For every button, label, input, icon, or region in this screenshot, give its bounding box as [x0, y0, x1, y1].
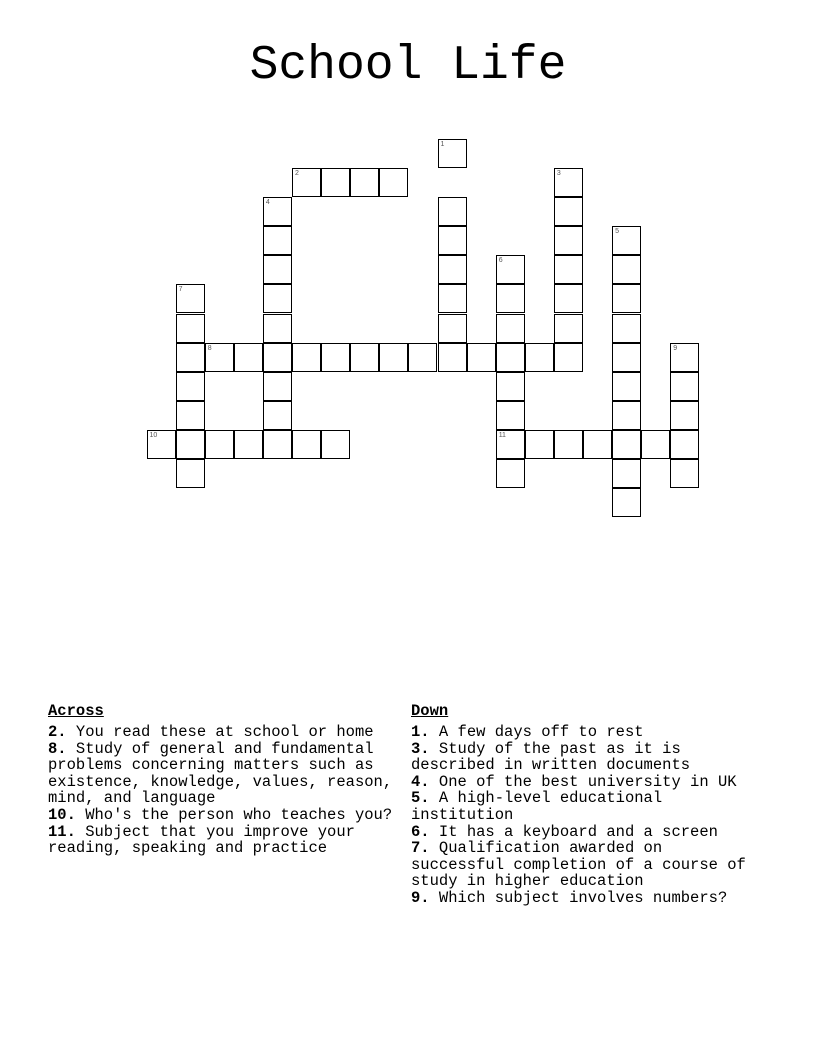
clue-item-number: 7. — [411, 839, 430, 858]
grid-cell[interactable] — [612, 488, 641, 517]
down-clues — [411, 702, 756, 907]
grid-cell[interactable] — [263, 343, 292, 372]
clue-item-text: You read these at school or home — [66, 723, 374, 741]
grid-cell[interactable] — [438, 343, 467, 372]
grid-cell[interactable] — [263, 226, 292, 255]
grid-cell[interactable] — [612, 459, 641, 488]
grid-cell[interactable] — [554, 226, 583, 255]
clue-item-number: 4. — [411, 772, 430, 791]
grid-cell[interactable] — [292, 168, 321, 197]
clue-item-text: A high-level educational institution — [411, 789, 663, 824]
grid-cell[interactable] — [554, 314, 583, 343]
grid-cell[interactable] — [438, 139, 467, 168]
clue-number: 5 — [615, 228, 619, 236]
clue-number: 11 — [498, 431, 506, 439]
clue-number: 10 — [149, 431, 158, 439]
grid-cell[interactable] — [263, 430, 292, 459]
grid-cell[interactable] — [438, 197, 467, 226]
grid-cell[interactable] — [612, 401, 641, 430]
clue-item-number: 8. — [48, 739, 67, 758]
grid-cell[interactable] — [263, 314, 292, 343]
grid-cell[interactable] — [670, 343, 699, 372]
grid-cell[interactable] — [670, 459, 699, 488]
grid-cell[interactable] — [467, 343, 496, 372]
clue-number: 9 — [673, 344, 678, 352]
clue-item — [48, 724, 393, 741]
grid-cell[interactable] — [525, 343, 554, 372]
grid-cell[interactable] — [321, 168, 350, 197]
clue-item-number: 9. — [411, 888, 430, 907]
across-heading: Across — [48, 702, 104, 720]
grid-cell[interactable] — [176, 343, 205, 372]
clue-item-text: It has a keyboard and a screen — [429, 822, 718, 841]
grid-cell[interactable] — [496, 284, 525, 313]
clue-item-text: A few days off to rest — [429, 723, 644, 741]
grid-cell[interactable] — [205, 343, 234, 372]
grid-cell[interactable] — [554, 343, 583, 372]
grid-cell[interactable] — [379, 168, 408, 197]
grid-cell[interactable] — [496, 401, 525, 430]
grid-cell[interactable] — [408, 343, 437, 372]
grid-cell[interactable] — [292, 343, 321, 372]
clue-item-number: 3. — [411, 739, 430, 758]
grid-cell[interactable] — [612, 284, 641, 313]
grid-cell[interactable] — [234, 430, 263, 459]
grid-cell[interactable] — [496, 459, 525, 488]
clue-number: 7 — [178, 286, 183, 294]
clue-item — [48, 824, 393, 857]
clue-item-text: Study of the past as it is described in written documents — [411, 739, 691, 775]
clue-number: 4 — [265, 199, 270, 207]
grid-cell[interactable] — [263, 284, 292, 313]
clue-item-number: 11. — [48, 822, 76, 841]
clue-item-text: Qualification awarded on successful completion of a course of study in higher education — [411, 839, 746, 891]
down-clue-list — [411, 724, 756, 907]
grid-cell[interactable] — [496, 343, 525, 372]
clue-item — [48, 807, 393, 824]
clue-item — [411, 724, 756, 741]
grid-cell[interactable] — [525, 430, 554, 459]
grid-cell[interactable] — [438, 255, 467, 284]
grid-cell[interactable] — [438, 226, 467, 255]
grid-cell[interactable] — [554, 255, 583, 284]
grid-cell[interactable] — [554, 284, 583, 313]
grid-cell[interactable] — [321, 430, 350, 459]
clue-item — [411, 890, 756, 907]
grid-cell[interactable] — [263, 401, 292, 430]
grid-cell[interactable] — [176, 430, 205, 459]
clue-item — [411, 840, 756, 890]
clue-number: 2 — [295, 170, 299, 177]
grid-cell[interactable] — [612, 343, 641, 372]
grid-cell[interactable] — [496, 430, 525, 459]
grid-cell[interactable] — [496, 314, 525, 343]
clue-item — [411, 790, 756, 823]
grid-cell[interactable] — [670, 372, 699, 401]
grid-cell[interactable] — [583, 430, 612, 459]
clue-item-text: Which subject involves numbers? — [429, 888, 728, 907]
clue-number: 6 — [498, 257, 503, 265]
grid-cell[interactable] — [176, 372, 205, 401]
across-clues — [48, 702, 393, 857]
grid-cell[interactable] — [176, 459, 205, 488]
grid-cell[interactable] — [612, 314, 641, 343]
clue-item-number: 6. — [411, 822, 430, 841]
grid-cell[interactable] — [438, 314, 467, 343]
grid-cell[interactable] — [234, 343, 263, 372]
grid-cell[interactable] — [496, 255, 525, 284]
grid-cell[interactable] — [612, 226, 641, 255]
grid-cell[interactable] — [263, 255, 292, 284]
clue-number: 8 — [207, 344, 212, 352]
grid-cell[interactable] — [641, 430, 670, 459]
grid-cell[interactable] — [176, 401, 205, 430]
clue-number: 3 — [556, 170, 561, 177]
down-heading: Down — [411, 702, 449, 720]
clue-item-number: 10. — [48, 805, 76, 824]
grid-cell[interactable] — [292, 430, 321, 459]
clue-item-text: Study of general and fundamental problems concerning matters such as existence, knowledge, values, reason, mind, and language — [48, 739, 393, 808]
grid-cell[interactable] — [554, 430, 583, 459]
grid-cell[interactable] — [379, 343, 408, 372]
grid-cell[interactable] — [176, 284, 205, 313]
grid-cell[interactable] — [350, 343, 379, 372]
grid-cell[interactable] — [612, 255, 641, 284]
clue-item — [411, 824, 756, 841]
grid-cell[interactable] — [438, 284, 467, 313]
grid-cell[interactable] — [147, 430, 176, 459]
grid-cell[interactable] — [612, 372, 641, 401]
across-clue-list — [48, 724, 393, 857]
clue-item — [48, 741, 393, 807]
clue-number: 1 — [440, 140, 445, 148]
clue-item-number: 1. — [411, 723, 430, 741]
grid-cell[interactable] — [670, 401, 699, 430]
clue-item — [411, 774, 756, 791]
clue-item-number: 2. — [48, 723, 67, 741]
grid-cell[interactable] — [350, 168, 379, 197]
clue-item-text: One of the best university in UK — [429, 772, 737, 791]
grid-cell[interactable] — [612, 430, 641, 459]
grid-cell[interactable] — [263, 197, 292, 226]
grid-cell[interactable] — [176, 314, 205, 343]
grid-cell[interactable] — [554, 168, 583, 197]
clue-item-number: 5. — [411, 789, 430, 808]
grid-cell[interactable] — [496, 372, 525, 401]
page-title: School Life — [249, 39, 567, 93]
clue-item-text: Who's the person who teaches you? — [75, 805, 393, 824]
grid-cell[interactable] — [205, 430, 234, 459]
grid-cell[interactable] — [263, 372, 292, 401]
grid-cell[interactable] — [670, 430, 699, 459]
clue-item — [411, 741, 756, 774]
grid-cell[interactable] — [554, 197, 583, 226]
grid-cell[interactable] — [321, 343, 350, 372]
clue-item-text: Subject that you improve your reading, speaking and practice — [48, 822, 355, 858]
